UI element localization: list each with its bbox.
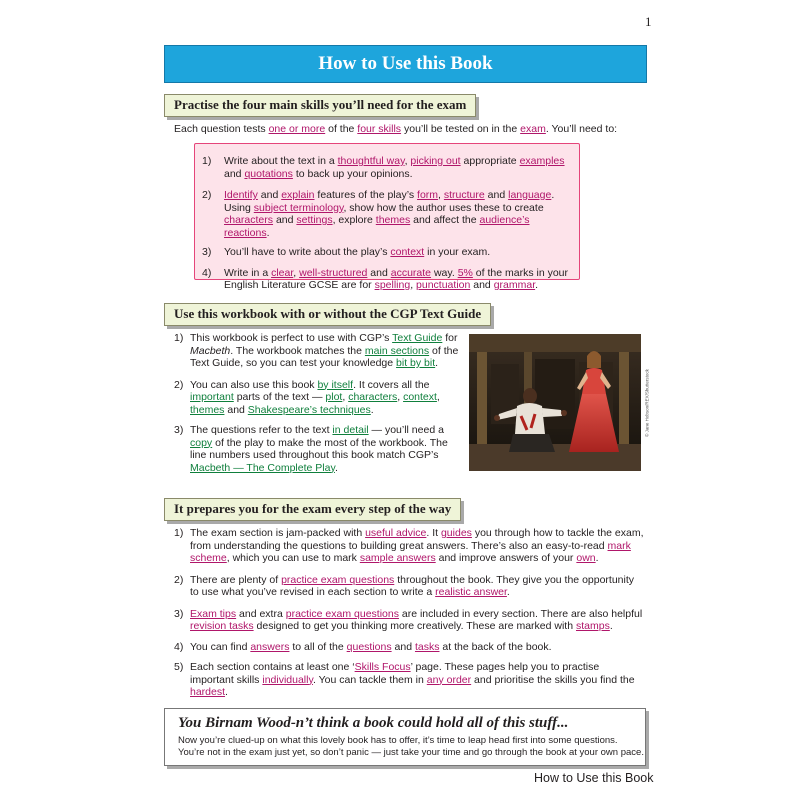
page-title: How to Use this Book: [164, 45, 647, 83]
item-text: Identify and explain features of the play’s form, structure and language. Using subject terminology, show how the author uses these to create characters and settings, explore themes and affect the audience’s reactions.: [224, 189, 555, 239]
keyword-link: mark scheme: [190, 539, 631, 564]
item-number: 5): [174, 661, 184, 673]
keyword-link: themes: [190, 403, 225, 416]
exam-prep-item: [174, 608, 644, 633]
item-number: 1): [174, 332, 184, 344]
keyword-link: punctuation: [416, 279, 471, 291]
section-intro: Each question tests one or more of the four skills you’ll be tested on in the exam. You’ll need to:: [174, 123, 618, 135]
keyword-link: picking out: [410, 155, 461, 167]
keyword-link: language: [508, 189, 552, 201]
keyword-link: audience’s reactions: [224, 214, 530, 239]
section-heading-exam-prep: It prepares you for the exam every step of the way: [164, 498, 461, 521]
item-text: You can also use this book by itself. It covers all the important parts of the text — plot, characters, context, themes and Shakespeare’s techniques.: [190, 378, 440, 416]
keyword-link: important: [190, 391, 234, 403]
keyword-link: any order: [426, 673, 472, 686]
keyword-link: Shakespeare’s techniques: [247, 403, 371, 416]
item-number: 1): [202, 155, 212, 167]
item-number: 3): [174, 607, 184, 620]
keyword-link: individually: [262, 673, 313, 686]
exam-prep-item: [174, 641, 644, 654]
item-text: You’ll have to write about the play’s context in your exam.: [224, 246, 491, 258]
keyword-link: accurate: [390, 266, 432, 279]
section-heading-text-guide: Use this workbook with or without the CGP Text Guide: [164, 303, 491, 326]
item-number: 3): [202, 246, 212, 258]
keyword-link: sample answers: [359, 552, 436, 564]
item-text: Write in a clear, well-structured and accurate way. 5% of the marks in your English Literature GCSE are for spelling, punctuation and grammar.: [224, 266, 568, 291]
text-guide-item: [174, 379, 462, 417]
keyword-link: own: [576, 552, 596, 564]
exam-prep-list: [174, 527, 644, 699]
keyword-link: examples: [519, 155, 565, 167]
keyword-link: subject terminology: [253, 201, 344, 214]
keyword-link: exam: [520, 123, 546, 135]
skill-item: [202, 246, 572, 259]
keyword-link: settings: [296, 214, 333, 226]
keyword-link: context: [403, 391, 437, 403]
summary-title: You Birnam Wood-n’t think a book could hold all of this stuff...: [178, 715, 569, 731]
item-number: 3): [174, 424, 184, 436]
keyword-link: tasks: [414, 640, 440, 653]
keyword-link: bit by bit: [396, 357, 436, 369]
summary-text: [178, 735, 644, 759]
text-guide-item: [174, 424, 462, 474]
item-text: You can find answers to all of the questions and tasks at the back of the book.: [190, 640, 552, 653]
item-text: The questions refer to the text in detail — you’ll need a copy of the play to make the most of the workbook. The line numbers used throughout this book match CGP’s Macbeth — The Complete Play.: [190, 424, 448, 474]
keyword-link: practice exam questions: [285, 607, 399, 620]
item-number: 2): [174, 573, 184, 586]
skills-box: [194, 143, 580, 291]
item-text: Exam tips and extra practice exam questions are included in every section. There are also helpful revision tasks designed to get you thinking more creatively. These are marked with stamps.: [190, 607, 643, 632]
keyword-link: Skills Focus: [354, 661, 411, 673]
keyword-link: Text Guide: [392, 332, 443, 344]
keyword-link: clear: [271, 266, 294, 279]
keyword-link: well-structured: [299, 266, 368, 279]
keyword-link: stamps: [575, 620, 610, 632]
item-number: 2): [174, 378, 184, 391]
keyword-link: Identify: [224, 189, 258, 201]
page-number: 1: [645, 14, 652, 29]
page-footer: How to Use this Book: [534, 771, 654, 785]
skill-item: [202, 155, 572, 180]
keyword-link: four skills: [357, 123, 402, 135]
keyword-link: answers: [250, 640, 290, 653]
keyword-link: characters: [224, 214, 274, 226]
skill-item: [202, 267, 572, 292]
item-number: 4): [174, 640, 184, 653]
keyword-link: Exam tips: [190, 607, 237, 620]
item-number: 4): [202, 266, 212, 279]
keyword-link: context: [390, 246, 425, 258]
summary-line: You’re not in the exam just yet, so don’t panic — just take your time and go through the book at your own pace.: [178, 747, 644, 758]
keyword-link: 5%: [457, 266, 473, 279]
keyword-link: themes: [375, 214, 411, 226]
keyword-link: form: [417, 189, 439, 201]
keyword-link: hardest: [190, 686, 226, 698]
photo-credit: [642, 334, 651, 471]
stage-scene-illustration: [469, 334, 641, 471]
keyword-link: copy: [190, 436, 213, 449]
summary-box: [164, 708, 646, 766]
item-text: Each section contains at least one ‘Skills Focus’ page. These pages help you to practise important skills individually. You can tackle them in any order and prioritise the skills you find the hardest.: [190, 661, 635, 698]
exam-prep-item: [174, 661, 644, 699]
keyword-link: by itself: [317, 378, 354, 391]
keyword-link: plot: [325, 391, 343, 403]
keyword-link: main sections: [364, 344, 430, 357]
keyword-link: practice exam questions: [281, 573, 395, 586]
keyword-link: realistic answer: [435, 586, 507, 598]
summary-line: Now you’re clued-up on what this lovely book has to offer, it’s time to leap head first into some questions.: [178, 735, 618, 746]
keyword-link: guides: [440, 527, 472, 539]
exam-prep-item: [174, 527, 644, 565]
keyword-link: in detail: [332, 424, 369, 436]
exam-prep-item: [174, 574, 644, 599]
item-number: 1): [174, 527, 184, 539]
keyword-link: Macbeth — The Complete Play: [190, 461, 335, 474]
item-text: There are plenty of practice exam questions throughout the book. They give you the opportunity to use what you’ve revised in each section to write a realistic answer.: [190, 573, 635, 598]
item-text: This workbook is perfect to use with CGP’s Text Guide for Macbeth. The workbook matches the main sections of the Text Guide, so you can test your knowledge bit by bit.: [190, 332, 459, 369]
section-heading-skills: Practise the four main skills you’ll need for the exam: [164, 94, 476, 117]
keyword-link: useful advice: [365, 527, 427, 539]
text-guide-list: [174, 332, 462, 474]
macbeth-stage-photo: [469, 334, 641, 471]
keyword-link: grammar: [493, 279, 536, 291]
item-text: The exam section is jam-packed with useful advice. It guides you through how to tackle the exam, from understanding the questions to building great answers. There’s also an easy-to-read mark scheme, which you can use to mark sample answers and improve answers of your own.: [190, 527, 644, 564]
title-italic: Macbeth: [190, 344, 231, 357]
keyword-link: explain: [281, 189, 315, 201]
text-guide-item: [174, 332, 462, 370]
skill-item: [202, 189, 572, 239]
keyword-link: revision tasks: [190, 620, 254, 632]
skills-list: [202, 151, 572, 292]
item-number: 2): [202, 189, 212, 201]
keyword-link: questions: [346, 640, 392, 653]
keyword-link: structure: [443, 189, 485, 201]
keyword-link: characters: [348, 391, 398, 403]
keyword-link: quotations: [244, 167, 293, 180]
keyword-link: spelling: [374, 279, 411, 291]
keyword-link: one or more: [268, 123, 326, 135]
keyword-link: thoughtful way: [337, 155, 405, 167]
item-text: Write about the text in a thoughtful way, picking out appropriate examples and quotations to back up your opinions.: [224, 155, 565, 180]
photo-credit-text: © Jane Hobson/REX/Shutterstock: [644, 368, 649, 437]
